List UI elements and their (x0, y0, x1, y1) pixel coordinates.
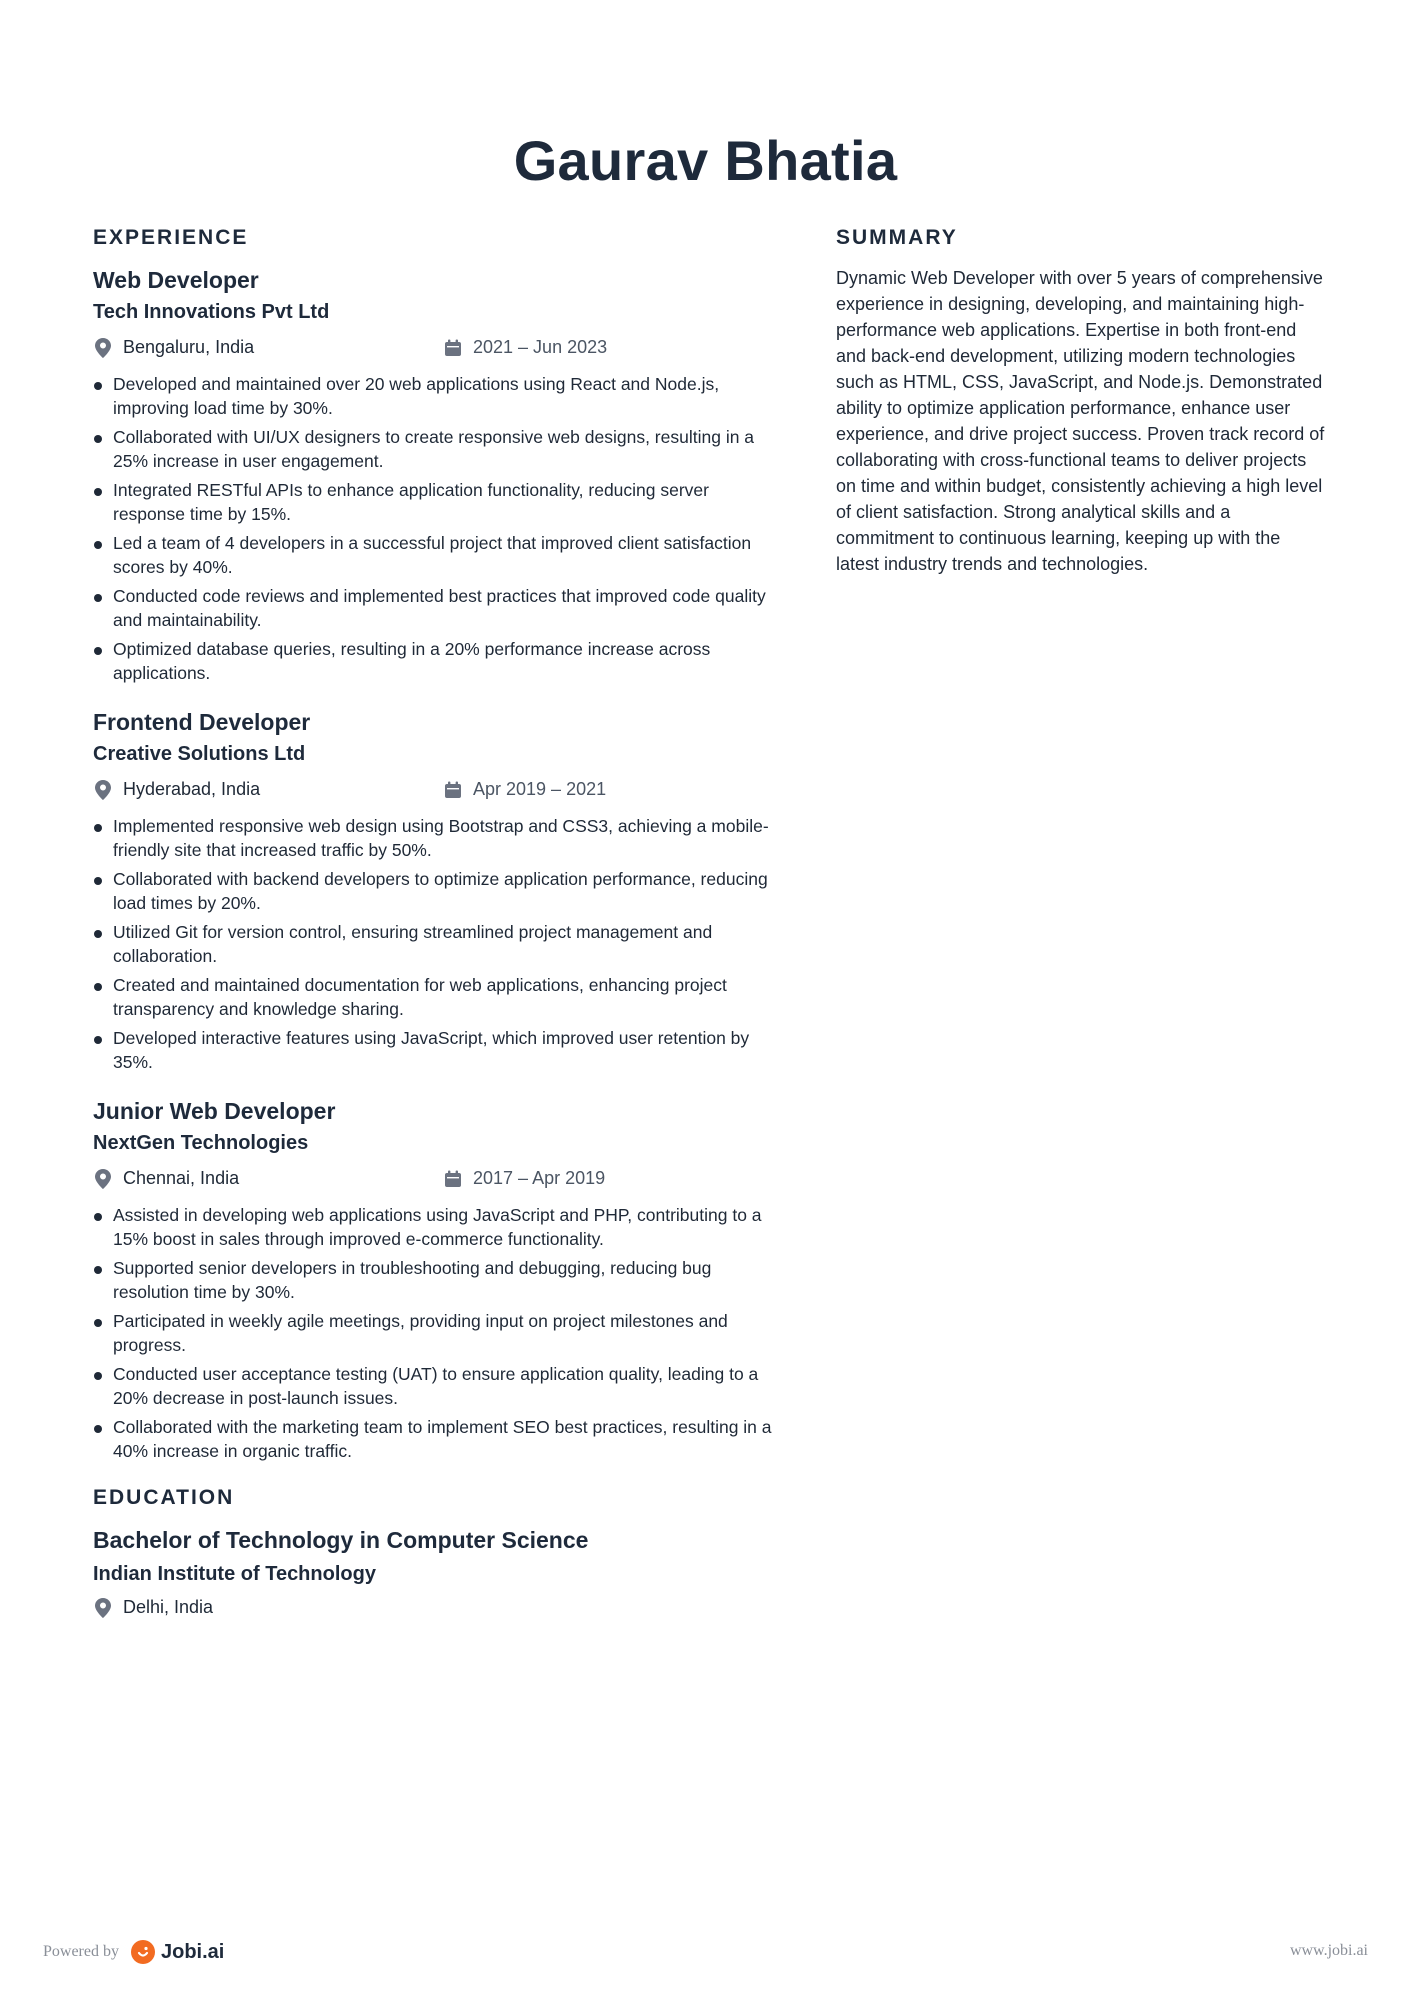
bullet-item (93, 1363, 773, 1410)
calendar-icon (443, 1169, 463, 1189)
bullet-item (93, 1310, 773, 1357)
bullet-item (93, 815, 773, 862)
bullet-dot-icon (94, 1036, 102, 1044)
bullet-text: Developed and maintained over 20 web applications using React and Node.js, improving load time by 30%. (113, 374, 720, 418)
job-entry (93, 265, 773, 685)
job-meta (93, 337, 773, 365)
website-link[interactable]: www.jobi.ai (1289, 1942, 1368, 1959)
calendar-icon (443, 780, 463, 800)
summary-heading: SUMMARY (836, 226, 958, 249)
bullet-item (93, 1027, 773, 1074)
footer-branding (43, 1940, 224, 1964)
bullet-item (93, 1257, 773, 1304)
bullet-item (93, 868, 773, 915)
company-name: Creative Solutions Ltd (93, 743, 306, 765)
jobi-logo-icon (131, 1940, 155, 1964)
bullet-text: Conducted user acceptance testing (UAT) to ensure application quality, leading to a 20% decrease in post-launch issues. (113, 1364, 759, 1408)
bullet-item (93, 373, 773, 420)
bullet-text: Utilized Git for version control, ensuring streamlined project management and collaboration. (113, 922, 713, 966)
job-dates (443, 1168, 605, 1189)
candidate-name: Gaurav Bhatia (513, 129, 898, 192)
location-pin-icon (93, 338, 113, 358)
location-text: Delhi, India (123, 1597, 214, 1617)
bullet-dot-icon (94, 594, 102, 602)
bullet-dot-icon (94, 488, 102, 496)
job-location (93, 779, 260, 800)
bullet-text: Developed interactive features using JavaScript, which improved user retention by 35%. (113, 1028, 750, 1072)
bullet-text: Collaborated with backend developers to optimize application performance, reducing load times by 20%. (113, 869, 768, 913)
bullet-text: Participated in weekly agile meetings, providing input on project milestones and progress. (113, 1311, 728, 1355)
right-column (836, 225, 1326, 577)
education-meta (93, 1597, 773, 1625)
bullet-dot-icon (94, 647, 102, 655)
bullet-item (93, 974, 773, 1021)
job-title: Frontend Developer (93, 709, 311, 735)
bullet-text: Conducted code reviews and implemented best practices that improved code quality and maintainability. (113, 586, 766, 630)
bullet-dot-icon (94, 382, 102, 390)
bullet-text: Led a team of 4 developers in a successful project that improved client satisfaction scores by 40%. (113, 533, 752, 577)
bullet-text: Assisted in developing web applications using JavaScript and PHP, contributing to a 15% boost in sales through improved e-commerce functionality. (113, 1205, 762, 1249)
bullet-dot-icon (94, 877, 102, 885)
bullet-item (93, 638, 773, 685)
education-location (93, 1597, 213, 1618)
bullet-text: Created and maintained documentation for web applications, enhancing project transparency and knowledge sharing. (113, 975, 727, 1019)
bullet-dot-icon (94, 541, 102, 549)
bullet-item (93, 585, 773, 632)
job-meta (93, 779, 773, 807)
bullet-dot-icon (94, 1266, 102, 1274)
location-pin-icon (93, 1598, 113, 1618)
job-bullets (93, 815, 773, 1074)
bullet-item (93, 1204, 773, 1251)
job-location (93, 1168, 239, 1189)
education-school: Indian Institute of Technology (93, 1563, 376, 1585)
location-pin-icon (93, 780, 113, 800)
location-pin-icon (93, 1169, 113, 1189)
dates-text: 2021 – Jun 2023 (473, 337, 608, 357)
education-heading: EDUCATION (93, 1486, 235, 1509)
job-bullets (93, 1204, 773, 1463)
bullet-item (93, 532, 773, 579)
bullet-text: Integrated RESTful APIs to enhance application functionality, reducing server response time by 15%. (113, 480, 709, 524)
bullet-text: Optimized database queries, resulting in a 20% performance increase across applications. (113, 639, 711, 683)
bullet-item (93, 426, 773, 473)
job-title: Web Developer (93, 267, 259, 293)
job-entry (93, 707, 773, 1074)
summary-text: Dynamic Web Developer with over 5 years of comprehensive experience in designing, developing, and maintaining high-performance web applications. Expertise in both front-end and back-end development, utilizing modern technologies such as HTML, CSS, JavaScript, and Node.js. Demonstrated ability to optimize application performance, enhance user experience, and drive project success. Proven track record of collaborating with cross-functional teams to deliver projects on time and within budget, consistently achieving a high level of client satisfaction. Strong analytical skills and a commitment to continuous learning, keeping up with the latest industry trends and technologies. (836, 268, 1325, 574)
bullet-dot-icon (94, 930, 102, 938)
job-dates (443, 779, 606, 800)
bullet-item (93, 1416, 773, 1463)
bullet-dot-icon (94, 1425, 102, 1433)
education-degree: Bachelor of Technology in Computer Science (93, 1527, 589, 1553)
bullet-item (93, 921, 773, 968)
bullet-dot-icon (94, 1372, 102, 1380)
dates-text: Apr 2019 – 2021 (473, 779, 607, 799)
left-column (93, 225, 773, 1633)
bullet-dot-icon (94, 983, 102, 991)
job-bullets (93, 373, 773, 685)
calendar-icon (443, 338, 463, 358)
location-text: Chennai, India (123, 1168, 240, 1188)
location-text: Bengaluru, India (123, 337, 255, 357)
company-name: NextGen Technologies (93, 1132, 309, 1154)
powered-by-text: Powered by (43, 1943, 119, 1960)
job-title: Junior Web Developer (93, 1098, 336, 1124)
job-location (93, 337, 254, 358)
bullet-text: Supported senior developers in troubleshooting and debugging, reducing bug resolution time by 30%. (113, 1258, 712, 1302)
job-entry (93, 1096, 773, 1463)
bullet-dot-icon (94, 1213, 102, 1221)
bullet-text: Collaborated with the marketing team to implement SEO best practices, resulting in a 40% increase in organic traffic. (113, 1417, 772, 1461)
bullet-dot-icon (94, 824, 102, 832)
bullet-text: Collaborated with UI/UX designers to create responsive web designs, resulting in a 25% increase in user engagement. (113, 427, 755, 471)
dates-text: 2017 – Apr 2019 (473, 1168, 606, 1188)
jobi-logo[interactable] (131, 1940, 224, 1964)
job-dates (443, 337, 607, 358)
location-text: Hyderabad, India (123, 779, 261, 799)
bullet-item (93, 479, 773, 526)
company-name: Tech Innovations Pvt Ltd (93, 301, 330, 323)
job-meta (93, 1168, 773, 1196)
bullet-dot-icon (94, 1319, 102, 1327)
bullet-dot-icon (94, 435, 102, 443)
bullet-text: Implemented responsive web design using Bootstrap and CSS3, achieving a mobile-friendly site that increased traffic by 50%. (113, 816, 769, 860)
jobi-logo-text: Jobi.ai (160, 1940, 225, 1963)
experience-heading: EXPERIENCE (93, 226, 249, 249)
